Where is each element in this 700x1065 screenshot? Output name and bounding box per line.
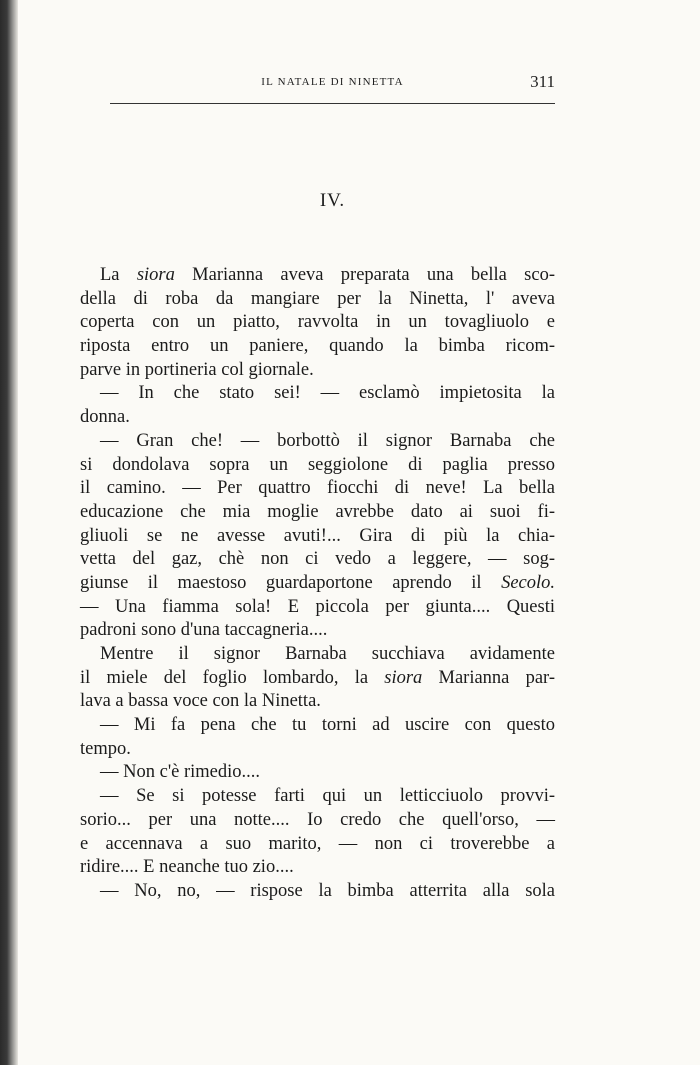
text-line [80,690,555,714]
text-line [80,572,555,596]
text-line [80,714,555,738]
page-header [110,72,555,96]
italic-text: siora [384,667,423,688]
text-run: — Non c'è rimedio.... [100,762,261,783]
text-run: il miele del foglio lombardo, la [80,667,385,688]
text-run: riposta entro un paniere, quando la bimba ricom- [80,336,555,357]
text-run: — Mi fa pena che tu torni ad uscire con questo [100,715,555,736]
text-line [80,406,555,430]
text-line [80,382,555,406]
text-run: parve in portineria col giornale. [80,359,314,380]
text-run: educazione che mia moglie avrebbe dato ai suoi fi- [80,501,555,522]
text-line [80,501,555,525]
text-line [80,454,555,478]
text-run: — Gran che! — borbottò il signor Barnaba che [100,430,555,451]
text-line [80,809,555,833]
text-line [80,311,555,335]
text-run: coperta con un piatto, ravvolta in un tovagliuolo e [80,312,555,333]
text-run: si dondolava sopra un seggiolone di paglia presso [80,454,555,475]
text-line [80,785,555,809]
text-run: della di roba da mangiare per la Ninetta, l' aveva [80,288,555,309]
header-rule [110,103,555,104]
text-line [80,335,555,359]
text-line [80,430,555,454]
text-run: sorio... per una notte.... Io credo che quell'orso, — [80,809,555,830]
italic-text: Secolo. [501,572,555,593]
text-line [80,525,555,549]
text-run: — In che stato sei! — esclamò impietosita la [100,383,555,404]
text-line [80,880,555,904]
page-number: 311 [530,72,555,91]
text-run: tempo. [80,738,131,759]
text-run: donna. [80,407,130,428]
text-line [80,619,555,643]
text-line [80,761,555,785]
text-line [80,596,555,620]
text-line [80,548,555,572]
text-run: padroni sono d'una taccagneria.... [80,620,328,641]
text-line [80,833,555,857]
text-line [80,856,555,880]
text-run: Marianna par- [422,667,555,688]
text-run: — No, no, — rispose la bimba atterrita alla sola [100,880,555,901]
running-title: IL NATALE DI NINETTA [261,76,404,88]
text-run: ridire.... E neanche tuo zio.... [80,857,294,878]
text-run: Marianna aveva preparata una bella sco- [174,265,556,285]
text-line [80,738,555,762]
italic-text: siora [136,265,175,285]
text-run: — Una fiamma sola! E piccola per giunta.... Questi [80,596,555,617]
text-line [80,288,555,312]
text-run: giunse il maestoso guardaportone aprendo il [80,572,502,593]
text-run: vetta del gaz, chè non ci vedo a leggere, — sog- [80,549,555,570]
text-run: — Se si potesse farti qui un letticciuolo provvi- [100,786,555,807]
text-run: lava a bassa voce con la Ninetta. [80,691,321,712]
text-line [80,643,555,667]
text-line [80,667,555,691]
body-text [80,264,555,904]
text-line [80,264,555,288]
text-run: il camino. — Per quattro fiocchi di neve! La bella [80,478,555,499]
text-run: e accennava a suo marito, — non ci troverebbe a [80,833,555,854]
text-line [80,477,555,501]
text-line [80,359,555,383]
text-run: Mentre il signor Barnaba succhiava avidamente [100,644,555,664]
text-run: gliuoli se ne avesse avuti!... Gira di più la chia- [80,525,555,546]
book-spine-shadow [0,0,18,1065]
text-run: La [100,265,137,285]
chapter-heading: IV. [319,190,346,211]
